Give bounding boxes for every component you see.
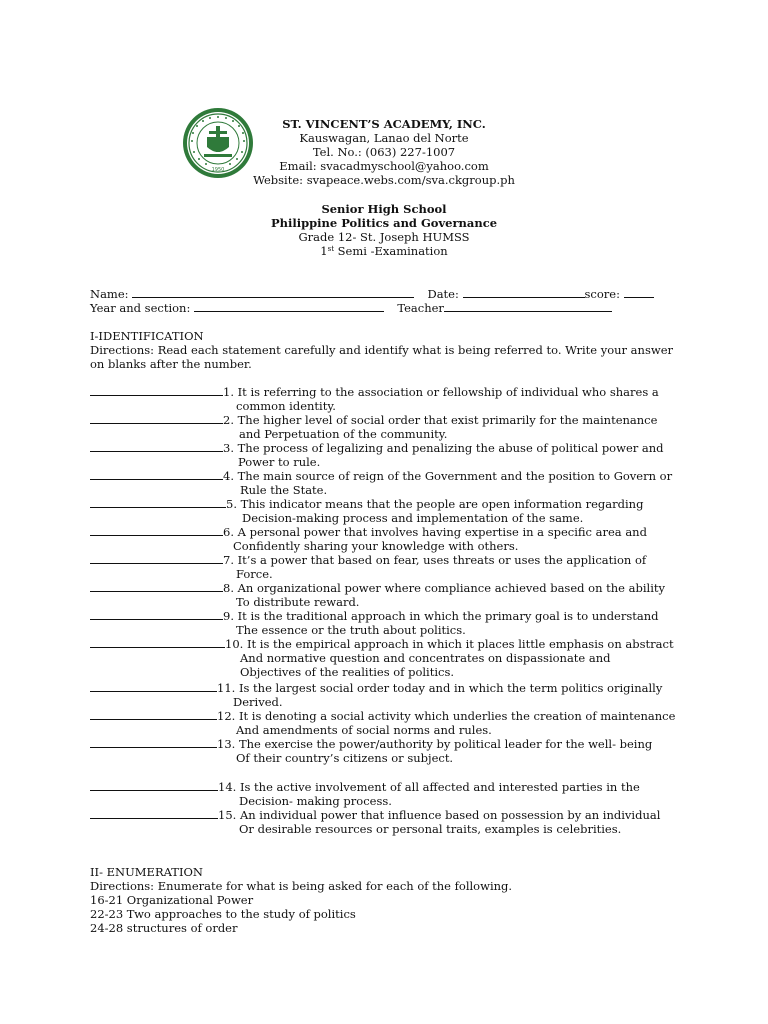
item-text: 8. An organizational power where compliance achieved based on the ability — [223, 581, 665, 595]
enumeration-item: 16-21 Organizational Power — [90, 893, 254, 907]
answer-blank-11[interactable] — [90, 681, 217, 692]
date-blank[interactable] — [463, 287, 585, 298]
answer-blank-14[interactable] — [90, 780, 218, 791]
term-suffix: st — [327, 245, 335, 253]
term-number: 1 — [320, 244, 328, 258]
term-label: Semi -Examination — [334, 244, 448, 258]
item-text: 12. It is denoting a social activity which underlies the creation of maintenance — [217, 709, 676, 723]
item-continuation: Force. — [236, 567, 273, 581]
answer-blank-7[interactable] — [90, 553, 223, 564]
identification-item-3 — [90, 441, 664, 455]
identification-item-6 — [90, 525, 647, 539]
answer-blank-9[interactable] — [90, 609, 223, 620]
exam-subject: Philippine Politics and Governance — [270, 216, 498, 230]
item-continuation: Rule the State. — [240, 483, 328, 497]
answer-blank-6[interactable] — [90, 525, 223, 536]
svg-text:1950: 1950 — [211, 167, 225, 173]
answer-blank-12[interactable] — [90, 709, 217, 720]
date-label: Date: — [427, 287, 459, 301]
school-tel: Tel. No.: (063) 227-1007 — [312, 145, 456, 159]
identification-item-4 — [90, 469, 672, 483]
exam-grade: Grade 12- St. Joseph HUMSS — [298, 230, 470, 244]
item-text: 7. It’s a power that based on fear, uses threats or uses the application of — [223, 553, 647, 567]
score-blank[interactable] — [624, 287, 654, 298]
part1-directions-line1: Directions: Read each statement carefully and identify what is being referred to. Write your answer — [90, 343, 673, 357]
teacher-blank[interactable] — [444, 301, 612, 312]
identification-item-7 — [90, 553, 646, 567]
name-label: Name: — [90, 287, 129, 301]
item-text: 15. An individual power that influence based on possession by an individual — [218, 808, 661, 822]
year-section-blank[interactable] — [194, 301, 384, 312]
part1-directions-line2: on blanks after the number. — [90, 357, 252, 371]
answer-blank-5[interactable] — [90, 497, 226, 508]
identification-item-10 — [90, 637, 674, 651]
answer-blank-13[interactable] — [90, 737, 217, 748]
item-text: 6. A personal power that involves having expertise in a specific area and — [223, 525, 647, 539]
answer-blank-3[interactable] — [90, 441, 223, 452]
school-name: ST. VINCENT’S ACADEMY, INC. — [282, 117, 486, 131]
answer-blank-15[interactable] — [90, 808, 218, 819]
school-email: Email: svacadmyschool@yahoo.com — [279, 159, 489, 173]
identification-item-8 — [90, 581, 665, 595]
item-continuation: common identity. — [236, 399, 336, 413]
item-text: 1. It is referring to the association or fellowship of individual who shares a — [223, 385, 659, 399]
item-text: 11. Is the largest social order today and in which the term politics originally — [217, 681, 663, 695]
item-continuation: Power to rule. — [238, 455, 321, 469]
answer-blank-8[interactable] — [90, 581, 223, 592]
item-continuation: Derived. — [233, 695, 283, 709]
answer-blank-2[interactable] — [90, 413, 223, 424]
identification-item-1 — [90, 385, 659, 399]
enumeration-item: 24-28 structures of order — [90, 921, 238, 935]
answer-blank-4[interactable] — [90, 469, 223, 480]
item-continuation: And amendments of social norms and rules. — [236, 723, 492, 737]
year-section-label: Year and section: — [90, 301, 191, 315]
part2-directions: Directions: Enumerate for what is being asked for each of the following. — [90, 879, 513, 893]
enumeration-item: 22-23 Two approaches to the study of politics — [90, 907, 356, 921]
item-continuation: Of their country’s citizens or subject. — [236, 751, 454, 765]
identification-item-5 — [90, 497, 643, 511]
identification-item-15 — [90, 808, 660, 822]
student-info-row-1 — [90, 287, 654, 301]
identification-item-9 — [90, 609, 659, 623]
item-continuation: Or desirable resources or personal traits, examples is celebrities. — [239, 822, 622, 836]
exam-term — [0, 244, 768, 258]
item-continuation: To distribute reward. — [236, 595, 360, 609]
exam-level: Senior High School — [321, 202, 447, 216]
score-label: score: — [584, 287, 620, 301]
item-text: 2. The higher level of social order that exist primarily for the maintenance — [223, 413, 658, 427]
identification-item-2 — [90, 413, 657, 427]
item-continuation: The essence or the truth about politics. — [236, 623, 466, 637]
item-text: 4. The main source of reign of the Government and the position to Govern or — [223, 469, 673, 483]
item-continuation: Decision-making process and implementation of the same. — [242, 511, 584, 525]
identification-item-14 — [90, 780, 640, 794]
teacher-label: Teacher — [397, 301, 444, 315]
item-continuation: and Perpetuation of the community. — [239, 427, 448, 441]
item-continuation: Objectives of the realities of politics. — [240, 665, 455, 679]
item-text: 3. The process of legalizing and penalizing the abuse of political power and — [223, 441, 664, 455]
student-info-row-2 — [90, 301, 612, 315]
item-text: 13. The exercise the power/authority by political leader for the well- being — [217, 737, 653, 751]
identification-item-13 — [90, 737, 652, 751]
identification-item-12 — [90, 709, 675, 723]
identification-item-11 — [90, 681, 662, 695]
school-website: Website: svapeace.webs.com/sva.ckgroup.ph — [253, 173, 515, 187]
item-text: 10. It is the empirical approach in which it places little emphasis on abstract — [225, 637, 674, 651]
item-continuation: And normative question and concentrates on dispassionate and — [240, 651, 611, 665]
school-address: Kauswagan, Lanao del Norte — [299, 131, 469, 145]
part1-title: I-IDENTIFICATION — [90, 329, 204, 343]
item-continuation: Confidently sharing your knowledge with others. — [233, 539, 519, 553]
answer-blank-10[interactable] — [90, 637, 225, 648]
item-continuation: Decision- making process. — [239, 794, 392, 808]
item-text: 14. Is the active involvement of all affected and interested parties in the — [218, 780, 640, 794]
name-blank[interactable] — [132, 287, 414, 298]
item-text: 9. It is the traditional approach in which the primary goal is to understand — [223, 609, 659, 623]
part2-title: II- ENUMERATION — [90, 865, 203, 879]
answer-blank-1[interactable] — [90, 385, 223, 396]
item-text: 5. This indicator means that the people are open information regarding — [226, 497, 644, 511]
